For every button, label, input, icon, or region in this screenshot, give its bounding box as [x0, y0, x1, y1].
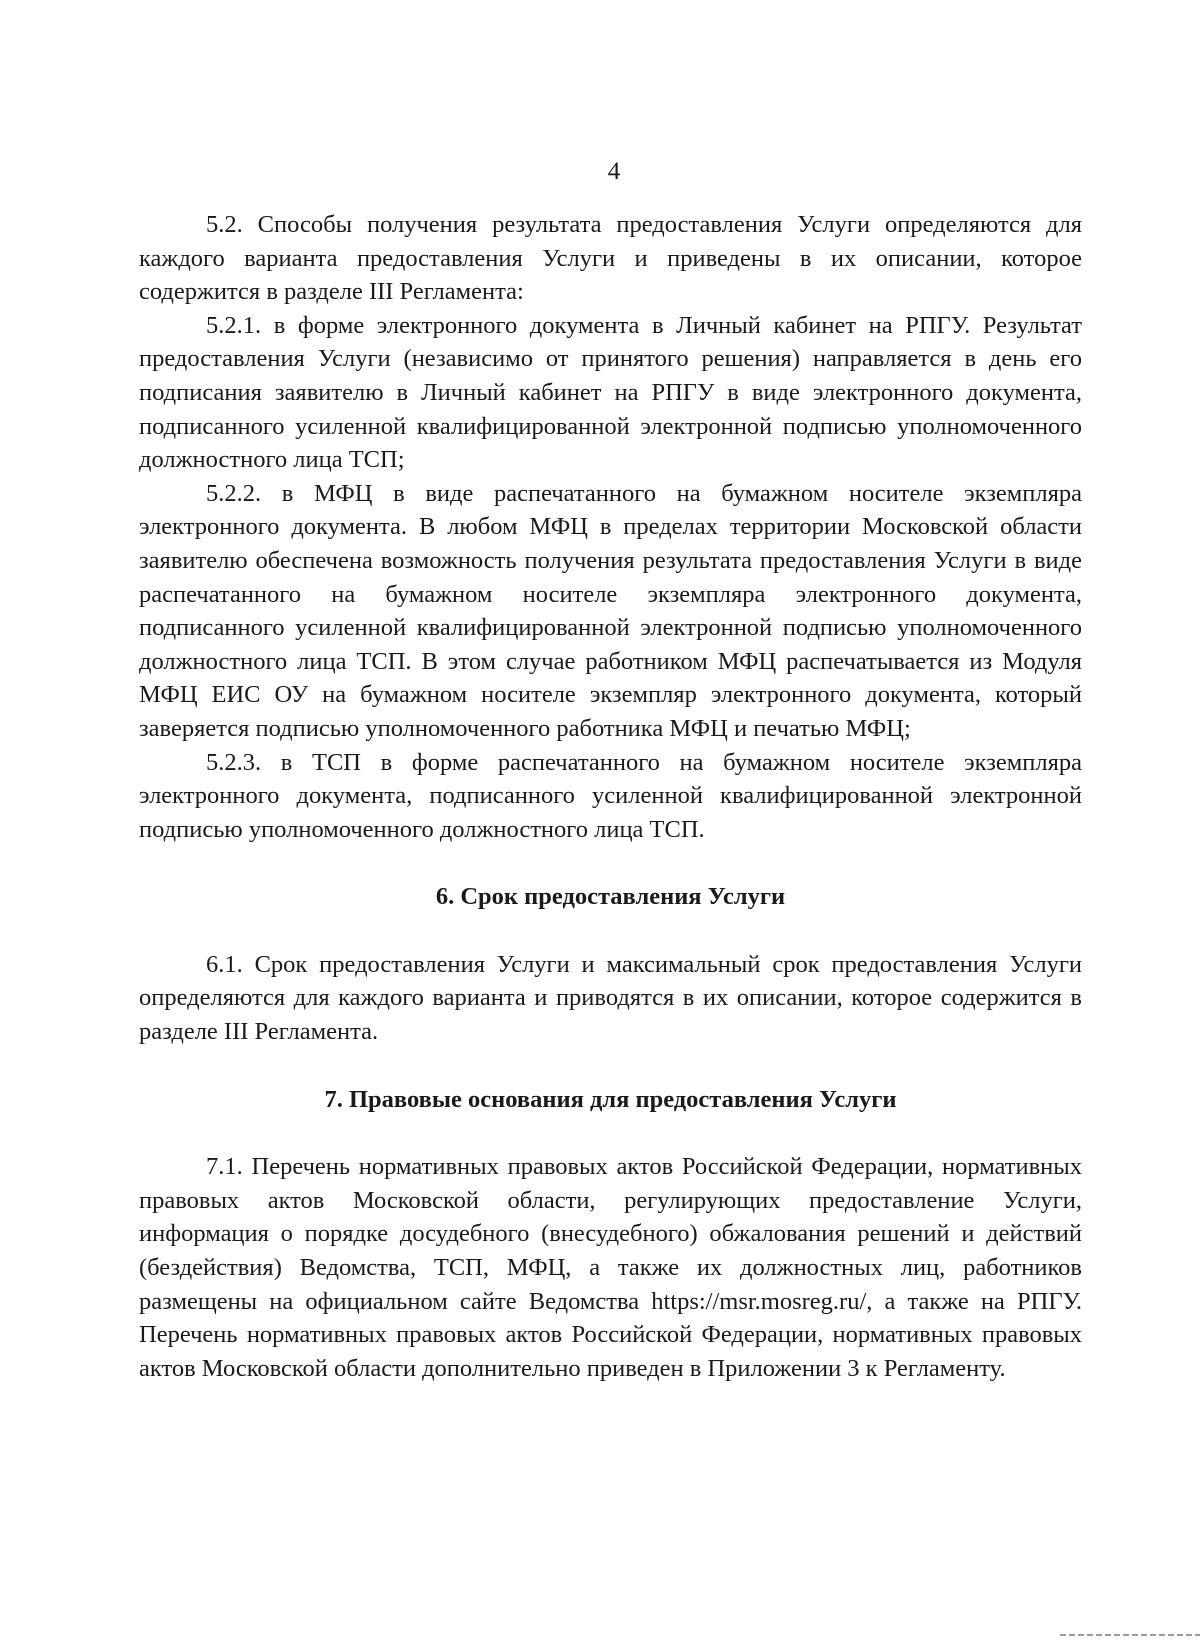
paragraph-5-2-1: 5.2.1. в форме электронного документа в Личный кабинет на РПГУ. Результат предоставления Услуги (независимо от принятого решения) направляется в день его подписания заявителю в Личный кабинет на РПГУ в виде электронного документа, подписанного усиленной квалифицированной электронной подписью уполномоченного должностного лица ТСП; — [139, 311, 1082, 474]
spacer — [139, 914, 1082, 948]
section-heading-7: 7. Правовые основания для предоставления Услуги — [324, 1085, 897, 1113]
scan-edge-mark — [1060, 1634, 1200, 1636]
spacer — [139, 1116, 1082, 1150]
page-number: 4 — [607, 158, 621, 185]
paragraph-7-1: 7.1. Перечень нормативных правовых актов Российской Федерации, нормативных правовых актов Московской области, регулирующих предоставление Услуги, информация о порядке досудебного (внесудебного) обжалования решений и действий (бездействия) Ведомства, ТСП, МФЦ, а также их должностных лиц, работников размещены на официальном сайте Ведомства https://msr.mosreg.ru/, а также на РПГУ. Перечень нормативных правовых актов Российской Федерации, нормативных правовых актов Московской области дополнительно приведен в Приложении 3 к Регламенту. — [139, 1153, 1082, 1382]
paragraph-5-2-2: 5.2.2. в МФЦ в виде распечатанного на бумажном носителе экземпляра электронного документа. В любом МФЦ в пределах территории Московской области заявителю обеспечена возможность получения результата предоставления Услуги в виде распечатанного на бумажном носителе экземпляра электронного документа, подписанного усиленной квалифицированной электронной подписью уполномоченного должностного лица ТСП. В этом случае работником МФЦ распечатывается из Модуля МФЦ ЕИС ОУ на бумажном носителе экземпляр электронного документа, который заверяется подписью уполномоченного работника МФЦ и печатью МФЦ; — [139, 479, 1082, 742]
document-body — [139, 208, 1082, 1385]
paragraph-5-2: 5.2. Способы получения результата предоставления Услуги определяются для каждого варианта предоставления Услуги и приведены в их описании, которое содержится в разделе III Регламента: — [139, 211, 1082, 306]
spacer — [139, 846, 1082, 880]
paragraph-6-1: 6.1. Срок предоставления Услуги и максимальный срок предоставления Услуги определяются для каждого варианта и приводятся в их описании, которое содержится в разделе III Регламента. — [139, 950, 1082, 1046]
paragraph-5-2-3: 5.2.3. в ТСП в форме распечатанного на бумажном носителе экземпляра электронного документа, подписанного усиленной квалифицированной электронной подписью уполномоченного должностного лица ТСП. — [139, 748, 1082, 843]
section-heading-6: 6. Срок предоставления Услуги — [435, 883, 786, 911]
spacer — [139, 1049, 1082, 1083]
